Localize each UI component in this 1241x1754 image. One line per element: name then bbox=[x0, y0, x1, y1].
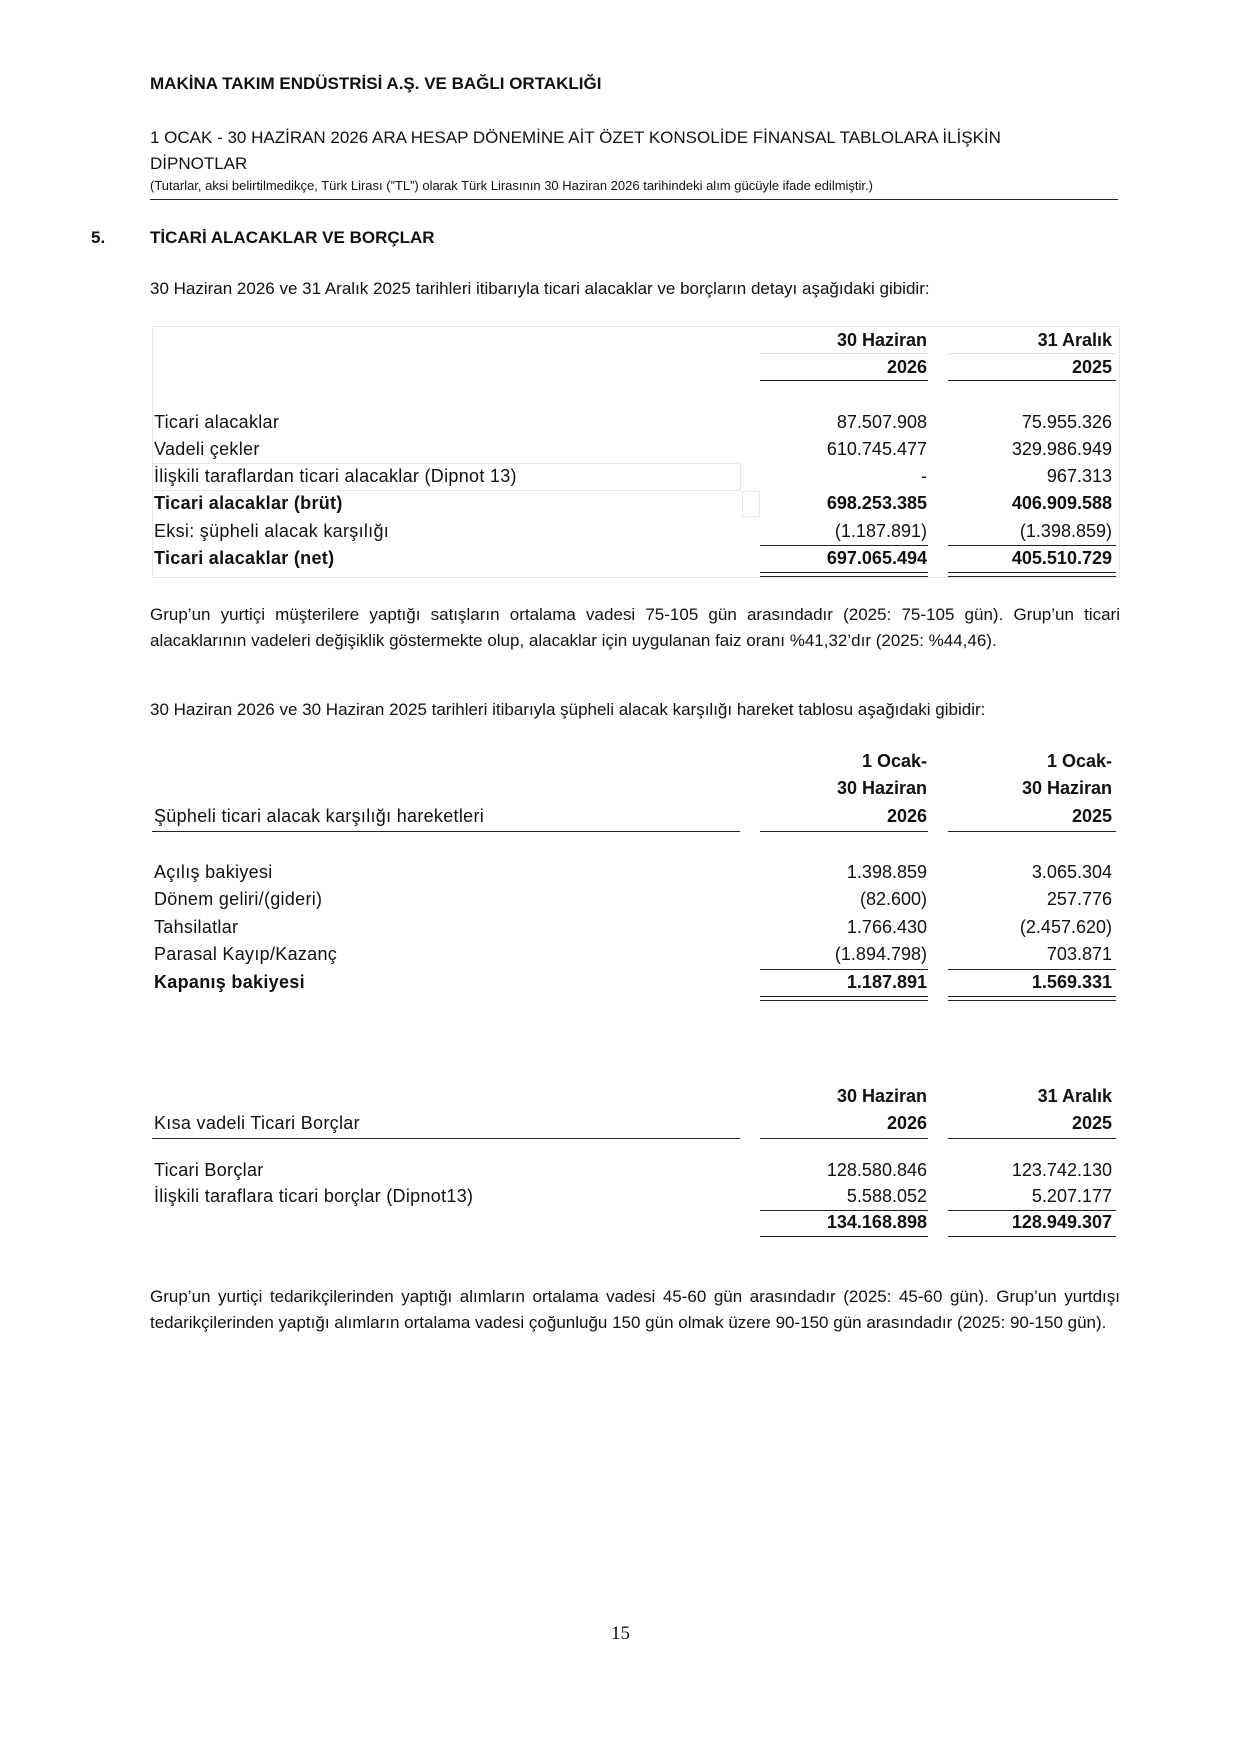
row-value-2026: 87.507.908 bbox=[836, 412, 927, 432]
row-label: Tahsilatlar bbox=[154, 917, 239, 937]
table-header-row bbox=[0, 1086, 1241, 1112]
table-row bbox=[0, 1186, 1241, 1212]
row-label: Vadeli çekler bbox=[154, 439, 260, 459]
table-title: Kısa vadeli Ticari Borçlar bbox=[154, 1113, 360, 1133]
col1-year: 2026 bbox=[886, 806, 927, 826]
row-label: Eksi: şüpheli alacak karşılığı bbox=[154, 521, 390, 541]
payables-note: Grup’un yurtiçi tedarikçilerinden yaptığı alımların ortalama vadesi 45-60 gün arasındadır (2025: 45-60 gün). Grup’un yurtdışı tedarikçilerinden yaptığı alımların ortalama vadesi çoğunluğu 150 gün olmak üzere 90-150 gün arasındadır (2025: 90-150 gün). bbox=[150, 1287, 1120, 1332]
total-double-line bbox=[760, 996, 928, 1001]
col2-header: 1 Ocak- bbox=[1046, 751, 1112, 771]
table-row bbox=[0, 412, 1241, 438]
header-underline bbox=[760, 1138, 928, 1139]
subtotal-line bbox=[948, 1210, 1116, 1211]
row-value-2025: 329.986.949 bbox=[1011, 439, 1112, 459]
table-row bbox=[0, 889, 1241, 915]
table-row bbox=[0, 466, 1241, 492]
header-underline bbox=[760, 831, 928, 832]
allowance-intro: 30 Haziran 2026 ve 30 Haziran 2025 tarihleri itibarıyla şüpheli alacak karşılığı hareket tablosu aşağıdaki gibidir: bbox=[150, 700, 986, 719]
total-line bbox=[948, 1236, 1116, 1237]
table-row bbox=[0, 944, 1241, 970]
subtotal-line bbox=[760, 969, 928, 970]
total-double-line bbox=[948, 572, 1116, 577]
row-value-2025: 703.871 bbox=[1046, 944, 1112, 964]
row-value-2026: 1.398.859 bbox=[846, 862, 927, 882]
table-row bbox=[0, 1212, 1241, 1238]
row-value-2025: 75.955.326 bbox=[1021, 412, 1112, 432]
header-underline bbox=[948, 831, 1116, 832]
report-note: (Tutarlar, aksi belirtilmedikçe, Türk Lirası (”TL”) olarak Türk Lirasının 30 Haziran 2026 tarihindeki alım gücüyle ifade edilmiştir.) bbox=[150, 178, 873, 193]
col1-header: 1 Ocak- bbox=[861, 751, 927, 771]
row-value-2026: (82.600) bbox=[859, 889, 927, 909]
row-label: Kapanış bakiyesi bbox=[154, 972, 305, 992]
row-value-2026: 697.065.494 bbox=[826, 548, 927, 568]
table-row bbox=[0, 493, 1241, 519]
table-header-row bbox=[0, 778, 1241, 804]
row-value-2025: 3.065.304 bbox=[1031, 862, 1112, 882]
total-line bbox=[760, 1236, 928, 1237]
row-value-2026: (1.187.891) bbox=[834, 521, 927, 541]
row-label: Ticari alacaklar (brüt) bbox=[154, 493, 343, 513]
total-value-2025: 128.949.307 bbox=[1011, 1212, 1112, 1232]
table-header-row bbox=[0, 751, 1241, 777]
total-value-2026: 134.168.898 bbox=[826, 1212, 927, 1232]
header-underline bbox=[948, 1138, 1116, 1139]
row-label: İlişkili taraflardan ticari alacaklar (Dipnot 13) bbox=[154, 466, 517, 486]
subtotal-line bbox=[948, 969, 1116, 970]
table-row bbox=[0, 548, 1241, 574]
header-underline bbox=[948, 380, 1116, 381]
row-value-2025: (2.457.620) bbox=[1019, 917, 1112, 937]
total-double-line bbox=[760, 572, 928, 577]
row-value-2025: 405.510.729 bbox=[1011, 548, 1112, 568]
col1-header: 30 Haziran bbox=[836, 330, 927, 350]
row-value-2025: 967.313 bbox=[1046, 466, 1112, 486]
title-underline bbox=[152, 1138, 740, 1139]
row-value-2026: 698.253.385 bbox=[826, 493, 927, 513]
row-value-2025: 257.776 bbox=[1046, 889, 1112, 909]
subtotal-line bbox=[760, 545, 928, 546]
header-thin-line bbox=[948, 353, 1116, 354]
col2-year: 2025 bbox=[1071, 1113, 1112, 1133]
col1-year: 2026 bbox=[886, 1113, 927, 1133]
row-value-2025: 5.207.177 bbox=[1031, 1186, 1112, 1206]
row-label: Ticari alacaklar (net) bbox=[154, 548, 335, 568]
company-name: MAKİNA TAKIM ENDÜSTRİSİ A.Ş. VE BAĞLI ORTAKLIĞI bbox=[150, 74, 602, 93]
col2-header: 31 Aralık bbox=[1037, 1086, 1112, 1106]
row-value-2026: - bbox=[921, 466, 927, 486]
row-value-2026: (1.894.798) bbox=[834, 944, 927, 964]
table-header-row bbox=[0, 1113, 1241, 1139]
col1-header: 30 Haziran bbox=[836, 1086, 927, 1106]
row-label: Ticari Borçlar bbox=[154, 1160, 264, 1180]
table-row bbox=[0, 521, 1241, 547]
section-intro: 30 Haziran 2026 ve 31 Aralık 2025 tarihleri itibarıyla ticari alacaklar ve borçların detayı aşağıdaki gibidir: bbox=[150, 279, 930, 298]
section-title: TİCARİ ALACAKLAR VE BORÇLAR bbox=[150, 228, 435, 247]
report-title-line1: 1 OCAK - 30 HAZİRAN 2026 ARA HESAP DÖNEMİNE AİT ÖZET KONSOLİDE FİNANSAL TABLOLARA İLİŞKİN bbox=[150, 128, 1001, 147]
col2-header: 31 Aralık bbox=[1037, 330, 1112, 350]
row-label: İlişkili taraflara ticari borçlar (Dipnot13) bbox=[154, 1186, 474, 1206]
table-row bbox=[0, 1160, 1241, 1186]
table-row bbox=[0, 972, 1241, 998]
row-label: Açılış bakiyesi bbox=[154, 862, 273, 882]
table-row bbox=[0, 917, 1241, 943]
col1-header: 30 Haziran bbox=[836, 778, 927, 798]
row-value-2026: 5.588.052 bbox=[846, 1186, 927, 1206]
table-row bbox=[0, 862, 1241, 888]
row-value-2025: (1.398.859) bbox=[1019, 521, 1112, 541]
row-value-2025: 1.569.331 bbox=[1031, 972, 1112, 992]
subtotal-line bbox=[948, 545, 1116, 546]
row-value-2025: 406.909.588 bbox=[1011, 493, 1112, 513]
col2-header: 30 Haziran bbox=[1021, 778, 1112, 798]
total-double-line bbox=[948, 996, 1116, 1001]
row-value-2025: 123.742.130 bbox=[1011, 1160, 1112, 1180]
row-label: Parasal Kayıp/Kazanç bbox=[154, 944, 338, 964]
row-value-2026: 610.745.477 bbox=[826, 439, 927, 459]
table-header-row bbox=[0, 806, 1241, 832]
receivables-note: Grup’un yurtiçi müşterilere yaptığı satışların ortalama vadesi 75-105 gün arasındadır (2025: 75-105 gün). Grup’un ticari alacaklarının vadeleri değişiklik göstermekte olup, alacaklar için uygulanan faiz oranı %41,32’dır (2025: %44,46). bbox=[150, 605, 1120, 650]
header-divider bbox=[150, 199, 1118, 200]
col2-year: 2025 bbox=[1071, 357, 1112, 377]
row-value-2026: 1.187.891 bbox=[846, 972, 927, 992]
row-label: Dönem geliri/(gideri) bbox=[154, 889, 323, 909]
row-value-2026: 128.580.846 bbox=[826, 1160, 927, 1180]
title-underline bbox=[152, 831, 740, 832]
row-value-2026: 1.766.430 bbox=[846, 917, 927, 937]
col1-year: 2026 bbox=[886, 357, 927, 377]
row-label: Ticari alacaklar bbox=[154, 412, 280, 432]
table-title: Şüpheli ticari alacak karşılığı hareketleri bbox=[154, 806, 485, 826]
report-title-line2: DİPNOTLAR bbox=[150, 154, 248, 173]
table-row bbox=[0, 439, 1241, 465]
header-underline bbox=[760, 380, 928, 381]
col2-year: 2025 bbox=[1071, 806, 1112, 826]
page-number: 15 bbox=[611, 1623, 630, 1644]
subtotal-line bbox=[760, 1210, 928, 1211]
header-thin-line bbox=[760, 353, 928, 354]
section-number: 5. bbox=[91, 228, 106, 247]
